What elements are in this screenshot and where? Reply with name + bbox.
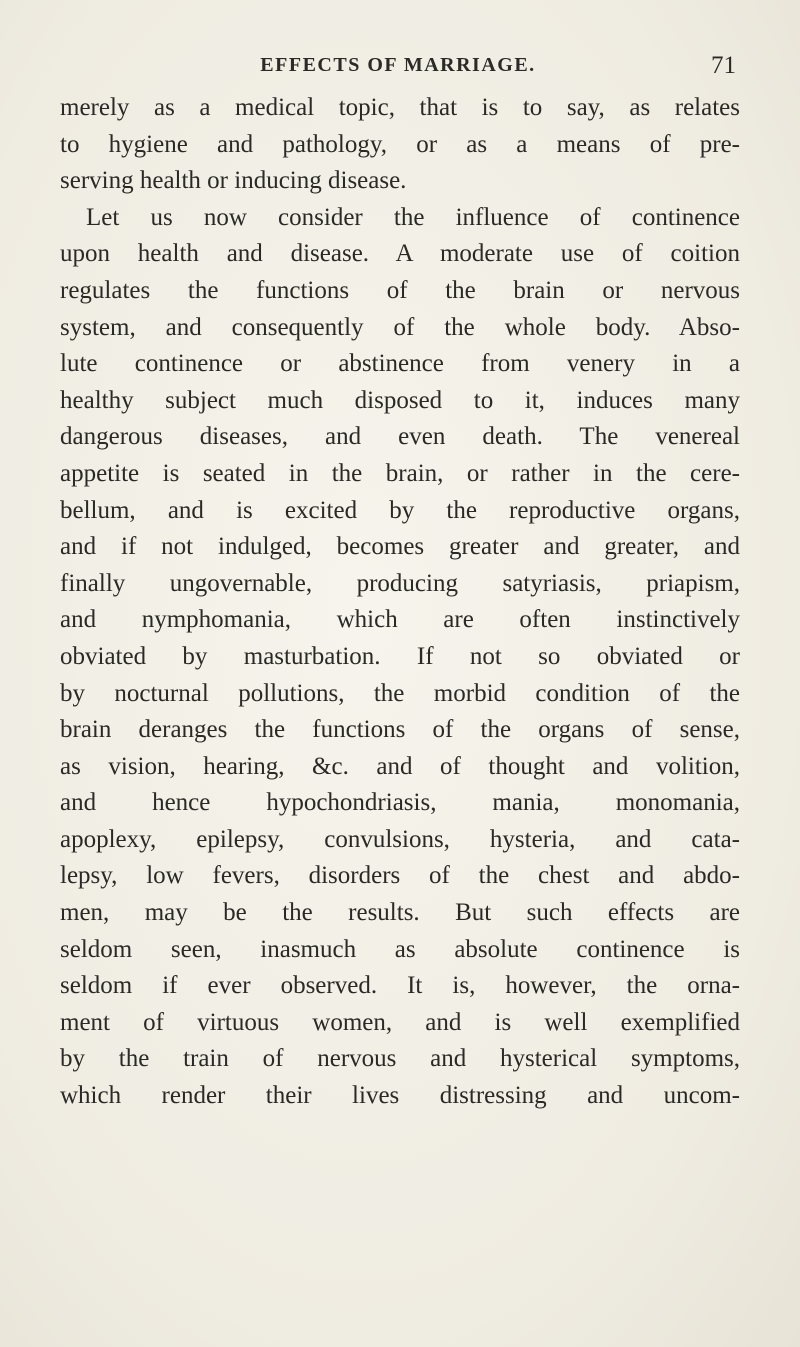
text-line: to hygiene and pathology, or as a means of pre-: [60, 130, 740, 158]
text-line: and if not indulged, becomes greater and greater, and: [60, 533, 740, 561]
text-line: apoplexy, epilepsy, convulsions, hysteria, and cata-: [60, 825, 740, 853]
text-line: lute continence or abstinence from venery in a: [60, 350, 740, 378]
text-line: by the train of nervous and hysterical symptoms,: [60, 1045, 740, 1073]
page-header: [60, 54, 736, 84]
text-line: bellum, and is excited by the reproductive organs,: [60, 496, 740, 524]
text-line: which render their lives distressing and uncom-: [60, 1082, 740, 1110]
text-line: lepsy, low fevers, disorders of the chest and abdo-: [60, 862, 740, 890]
running-title: EFFECTS OF MARRIAGE.: [260, 54, 536, 76]
text-line: serving health or inducing disease.: [60, 167, 407, 195]
text-line: finally ungovernable, producing satyriasis, priapism,: [60, 569, 740, 597]
text-line: healthy subject much disposed to it, induces many: [60, 386, 740, 414]
text-line: merely as a medical topic, that is to say, as relates: [60, 94, 740, 121]
text-line: regulates the functions of the brain or nervous: [60, 276, 740, 304]
text-line: system, and consequently of the whole body. Abso-: [60, 313, 740, 341]
text-line: obviated by masturbation. If not so obviated or: [60, 642, 740, 670]
text-line: and hence hypochondriasis, mania, monomania,: [60, 789, 740, 817]
text-line: men, may be the results. But such effects are: [60, 899, 740, 927]
text-line: brain deranges the functions of the organs of sense,: [60, 716, 740, 744]
text-line: and nymphomania, which are often instinctively: [60, 606, 740, 634]
text-line: seldom if ever observed. It is, however, the orna-: [60, 972, 740, 1000]
text-line: as vision, hearing, &c. and of thought and volition,: [60, 752, 740, 780]
body-text: [60, 90, 740, 1115]
text-line: by nocturnal pollutions, the morbid condition of the: [60, 679, 740, 707]
text-line: dangerous diseases, and even death. The venereal: [60, 423, 740, 451]
text-line: appetite is seated in the brain, or rather in the cere-: [60, 459, 740, 487]
page-number: 71: [711, 52, 736, 79]
text-line: upon health and disease. A moderate use of coition: [60, 240, 740, 268]
text-line: ment of virtuous women, and is well exemplified: [60, 1008, 740, 1036]
text-line: seldom seen, inasmuch as absolute continence is: [60, 935, 740, 963]
text-line: Let us now consider the influence of continence: [86, 203, 740, 231]
